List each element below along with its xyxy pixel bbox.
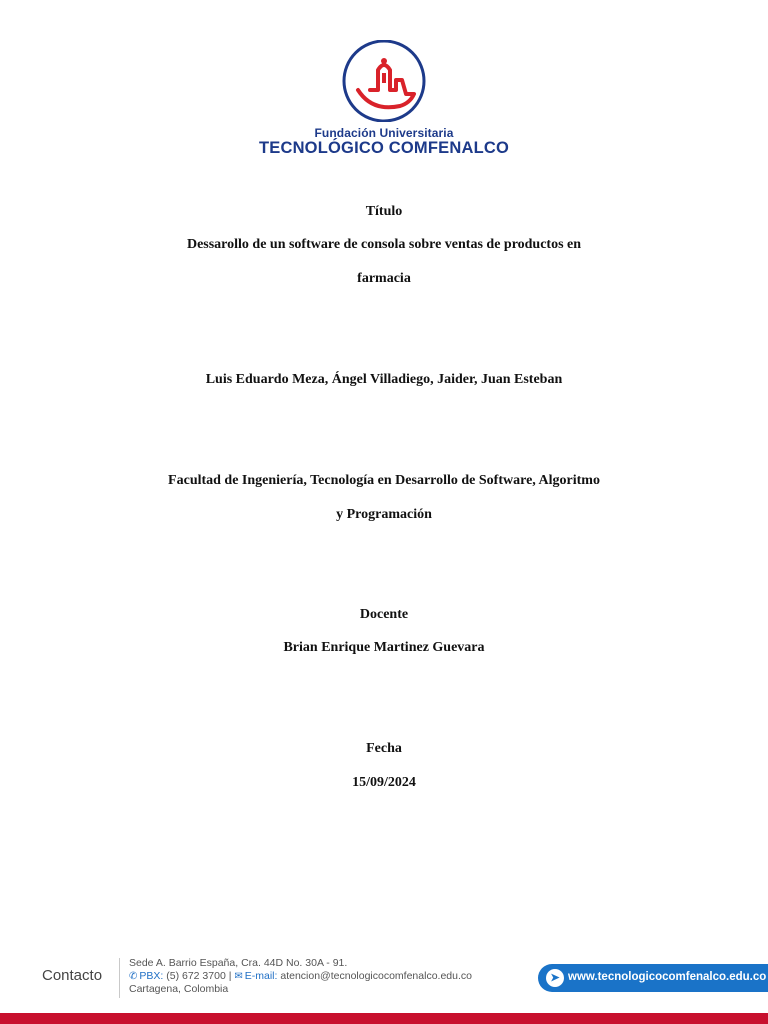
- bottom-red-bar: [0, 1013, 768, 1024]
- title-line-2: farmacia: [357, 271, 411, 286]
- cursor-icon: ➤: [546, 969, 564, 987]
- teacher-label: Docente: [359, 607, 409, 622]
- website-url[interactable]: www.tecnologicocomfenalco.edu.co: [568, 971, 767, 983]
- pbx-value: (5) 672 3700 |: [166, 970, 232, 982]
- email-label: E-mail:: [244, 970, 278, 982]
- website-link[interactable]: [538, 964, 768, 992]
- institution-logo: [0, 40, 768, 158]
- date-label: Fecha: [366, 741, 402, 756]
- page-footer: [0, 950, 768, 1010]
- title-line-1: Dessarollo de un software de consola sobre ventas de productos en: [186, 237, 582, 252]
- title-label: Título: [365, 204, 403, 219]
- phone-icon: ✆: [129, 971, 138, 982]
- city: Cartagena, Colombia: [129, 983, 229, 995]
- address-line: Sede A. Barrio España, Cra. 44D No. 30A - 91.: [129, 957, 348, 969]
- logo-subtitle: Fundación Universitaria: [314, 126, 454, 140]
- logo-title: TECNOLÓGICO COMFENALCO: [258, 139, 510, 157]
- phone-email-line: [129, 970, 472, 982]
- mail-icon: ✉: [234, 971, 243, 982]
- pbx-label: PBX:: [139, 970, 164, 982]
- authors: Luis Eduardo Meza, Ángel Villadiego, Jaider, Juan Esteban: [205, 372, 563, 387]
- email-value[interactable]: atencion@tecnologicocomfenalco.edu.co: [280, 970, 472, 982]
- footer-divider: [119, 958, 120, 998]
- logo-emblem-icon: [340, 40, 428, 122]
- faculty-line-1: Facultad de Ingeniería, Tecnología en Desarrollo de Software, Algoritmo: [168, 473, 600, 488]
- teacher-name: Brian Enrique Martinez Guevara: [283, 640, 485, 655]
- faculty-line-2: y Programación: [336, 507, 432, 522]
- contact-label: Contacto: [42, 967, 103, 984]
- date-value: 15/09/2024: [352, 775, 416, 790]
